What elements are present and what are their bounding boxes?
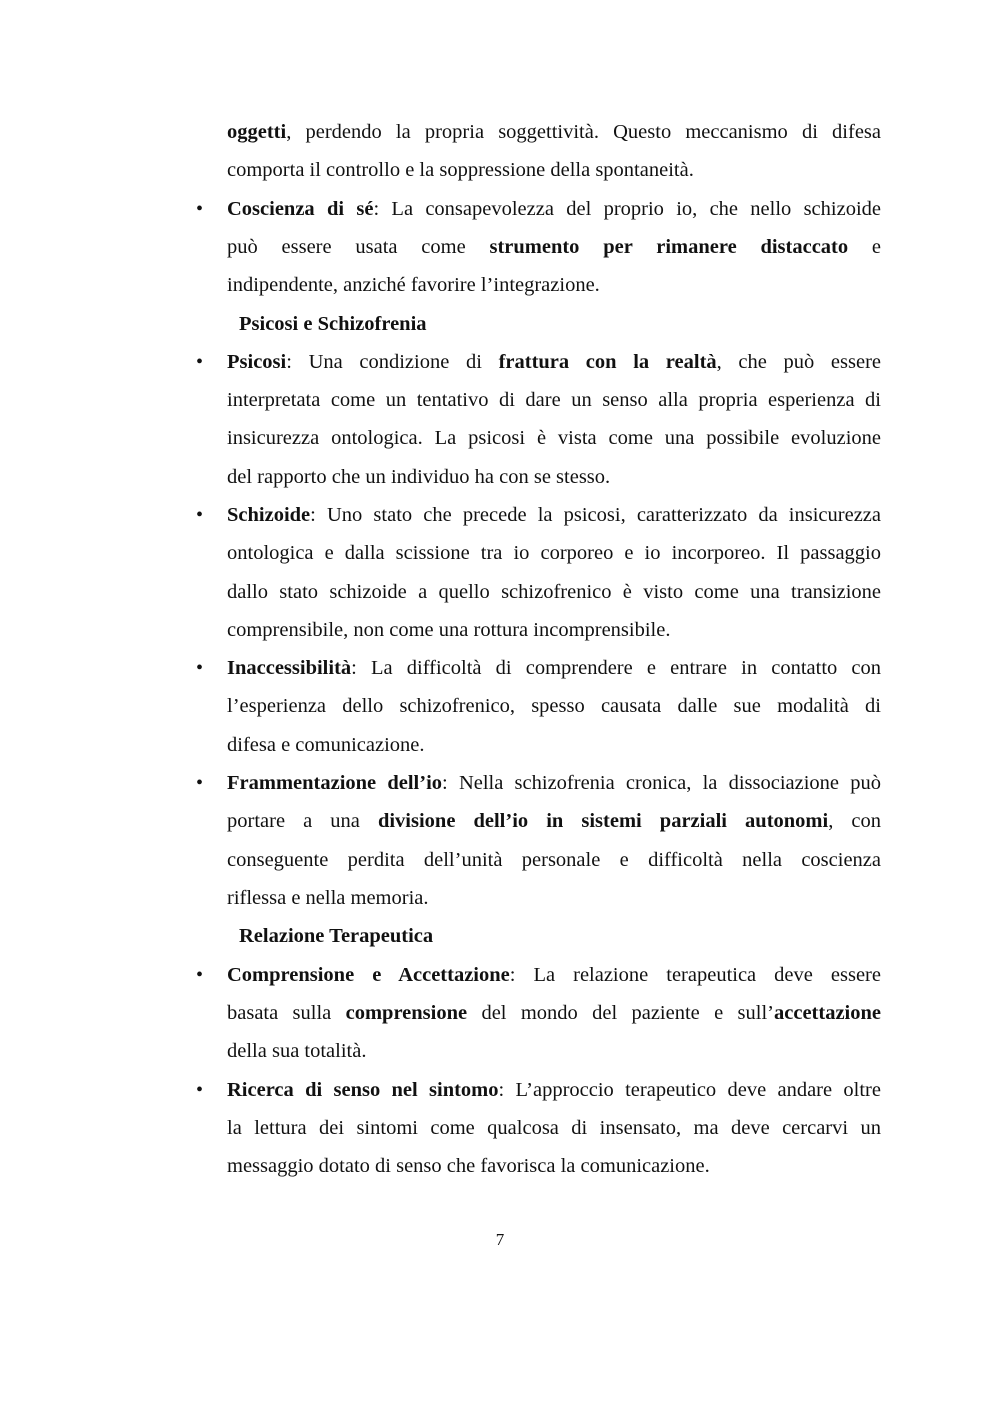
text-run: può essere usata come (227, 235, 490, 258)
text-line (227, 458, 881, 496)
page-number: 7 (495, 1230, 505, 1249)
text-run: del rapporto che un individuo ha con se stesso. (227, 465, 611, 488)
text-run: , che può essere (716, 350, 882, 373)
text-run: basata sulla (227, 1001, 346, 1024)
text-line (227, 1032, 881, 1070)
bold-text: divisione dell’io in sistemi parziali autonomi (377, 810, 829, 833)
text-line (227, 764, 881, 802)
text-run: insicurezza ontologica. La psicosi è vista come una possibile evoluzione (227, 427, 881, 450)
text-run: del mondo del paziente e sull’ (467, 1001, 774, 1024)
text-run: indipendente, anziché favorire l’integrazione. (227, 274, 600, 297)
text-line (227, 649, 881, 687)
bullet-marker: • (196, 657, 204, 680)
text-run: l’esperienza dello schizofrenico, spesso causata dalle sue modalità di (227, 695, 881, 718)
bullet-marker: • (196, 963, 204, 986)
bold-text: Inaccessibilità (227, 657, 352, 680)
text-run: , perdendo la propria soggettività. Questo meccanismo di difesa (286, 121, 881, 143)
bold-text: oggetti (227, 121, 287, 143)
text-line (227, 879, 881, 917)
text-line (227, 611, 881, 649)
text-line (227, 419, 881, 457)
text-line (227, 381, 881, 419)
text-line (227, 496, 881, 534)
bold-text: Frammentazione dell’io (227, 772, 443, 795)
text-run: : La consapevolezza del proprio io, che nello schizoide (373, 197, 881, 220)
text-run: , con (828, 810, 881, 833)
text-run: comporta il controllo e la soppressione della spontaneità. (227, 159, 694, 182)
bold-text: Coscienza di sé (227, 197, 374, 220)
text-line (227, 573, 881, 611)
text-run: interpretata come un tentativo di dare un senso alla propria esperienza di (227, 389, 881, 412)
text-run: : Uno stato che precede la psicosi, caratterizzato da insicurezza (310, 504, 881, 526)
bullet-marker: • (196, 1078, 204, 1101)
text-line (227, 266, 881, 304)
text-line (227, 1071, 881, 1109)
bold-text: Ricerca di senso nel sintomo (227, 1078, 499, 1101)
text-line (227, 190, 881, 228)
text-line (227, 841, 881, 879)
text-run: difesa e comunicazione. (227, 733, 425, 756)
text-line (227, 1109, 881, 1147)
bold-text: frattura con la realtà (498, 350, 717, 373)
bullet-marker: • (196, 504, 204, 526)
text-line (227, 956, 881, 994)
text-line (227, 228, 881, 266)
bold-text: strumento per rimanere distaccato (489, 235, 849, 258)
text-run: riflessa e nella memoria. (227, 886, 429, 909)
text-line (227, 113, 881, 151)
text-run: messaggio dotato di senso che favorisca la comunicazione. (227, 1155, 710, 1178)
bold-text: comprensione (345, 1001, 468, 1024)
text-run: e (848, 235, 882, 258)
text-run: ontologica e dalla scissione tra io corporeo e io incorporeo. Il passaggio (227, 542, 881, 565)
text-line (227, 994, 881, 1032)
bullet-marker: • (196, 772, 204, 795)
text-run: la lettura dei sintomi come qualcosa di insensato, ma deve cercarvi un (227, 1116, 881, 1139)
text-run: : La relazione terapeutica deve essere (509, 963, 881, 986)
text-line (227, 687, 881, 725)
text-run: dallo stato schizoide a quello schizofrenico è visto come una transizione (227, 580, 881, 603)
text-run: : L’approccio terapeutico deve andare oltre (498, 1078, 881, 1101)
bullet-marker: • (196, 350, 204, 373)
text-run: portare a una (227, 810, 378, 833)
text-line (227, 726, 881, 764)
section-heading: Psicosi e Schizofrenia (239, 312, 427, 335)
text-line (227, 343, 881, 381)
text-line (227, 802, 881, 840)
text-line (227, 1147, 881, 1185)
text-line (227, 151, 881, 189)
bold-text: accettazione (774, 1001, 881, 1024)
text-run: comprensibile, non come una rottura incomprensibile. (227, 618, 671, 641)
text-run: : Una condizione di (286, 350, 499, 373)
text-line (227, 534, 881, 572)
section-heading: Relazione Terapeutica (239, 925, 434, 948)
text-run: della sua totalità. (227, 1040, 367, 1063)
bullet-marker: • (196, 197, 204, 220)
bold-text: Psicosi (227, 350, 287, 373)
text-run: : La difficoltà di comprendere e entrare in contatto con (351, 657, 881, 680)
text-run: conseguente perdita dell’unità personale e difficoltà nella coscienza (227, 848, 881, 871)
bold-text: Comprensione e Accettazione (227, 963, 510, 986)
bold-text: Schizoide (227, 504, 311, 526)
text-run: : Nella schizofrenia cronica, la dissociazione può (442, 772, 881, 795)
